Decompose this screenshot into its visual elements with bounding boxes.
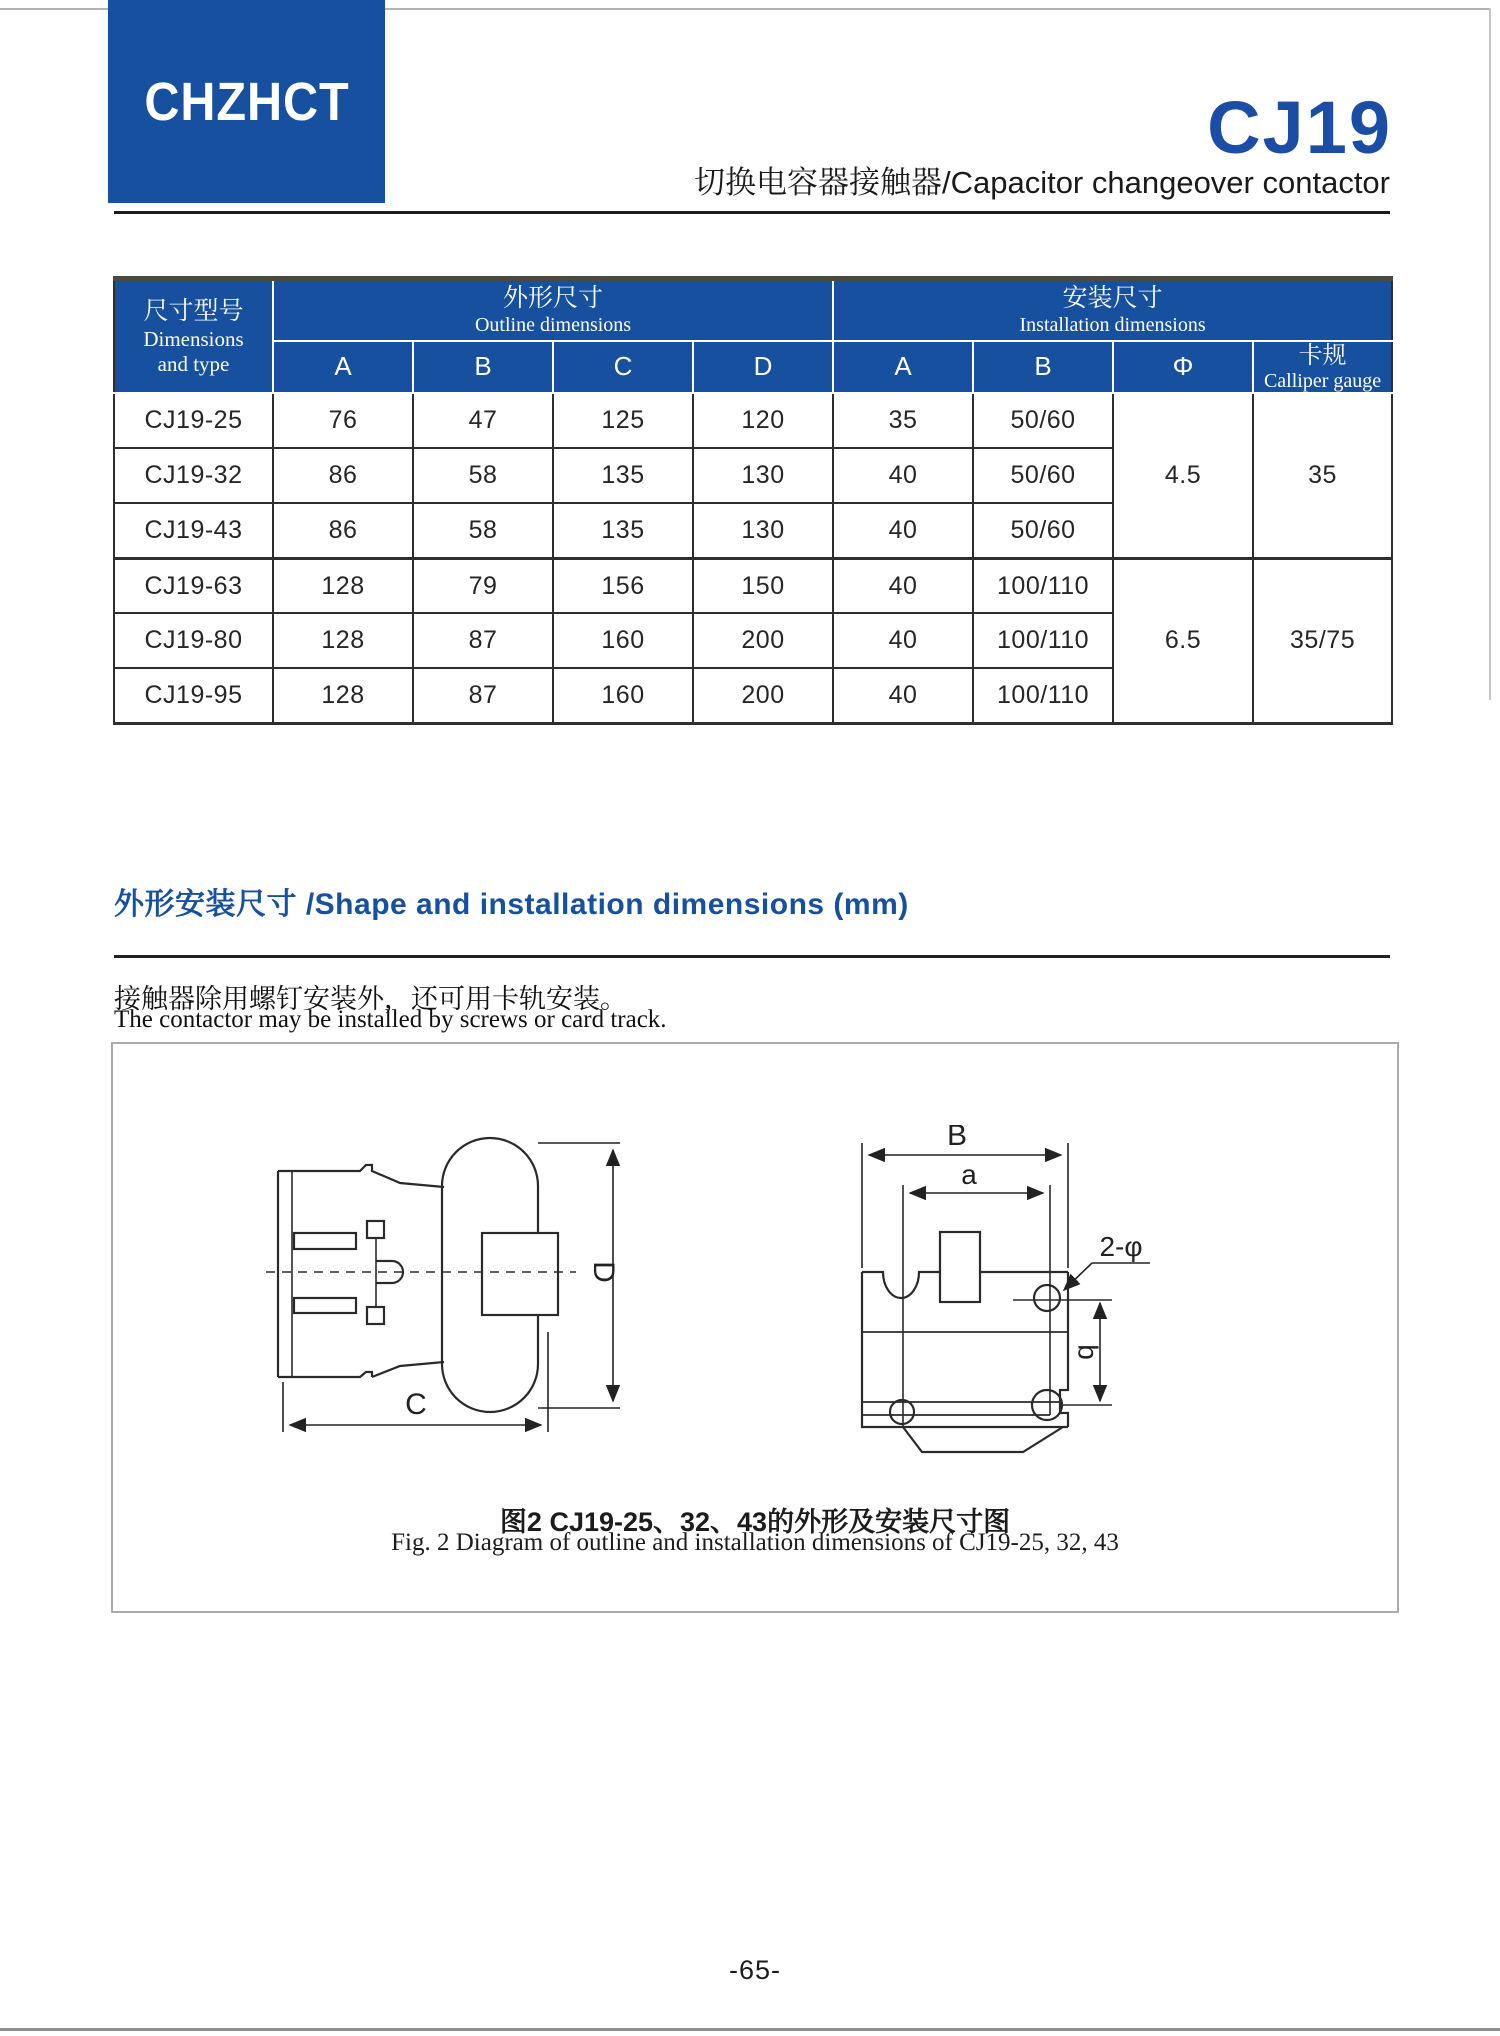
brand-logo-text: CHZHCT <box>143 71 350 132</box>
cell-a: 128 <box>273 668 413 723</box>
cell-model: CJ19-80 <box>114 613 273 668</box>
cell-b: 47 <box>413 393 553 448</box>
header-col-phi: Φ <box>1113 341 1253 394</box>
header-outline-group <box>273 279 833 341</box>
header-outline-zh: 外形尺寸 <box>503 284 604 313</box>
cell-ia: 40 <box>833 448 973 503</box>
cell-model: CJ19-25 <box>114 393 273 448</box>
header-col-calliper <box>1253 341 1392 394</box>
page-number: -65- <box>728 1955 781 1985</box>
cell-phi-merged: 6.5 <box>1113 558 1253 723</box>
header-col-A-outline: A <box>273 341 413 394</box>
figure-installation-drawing <box>840 1125 1160 1470</box>
header-col-D-outline: D <box>693 341 833 394</box>
cell-d: 130 <box>693 503 833 558</box>
cell-c: 160 <box>553 613 693 668</box>
figure-caption-en: Fig. 2 Diagram of outline and installation dimensions of CJ19-25, 32, 43 <box>391 1529 1119 1556</box>
hole-callout-leader <box>1064 1263 1150 1290</box>
mounting-hole-bottom-left <box>890 1400 914 1424</box>
cell-ib: 100/110 <box>973 558 1113 613</box>
foot-trapezoid-shape <box>903 1427 1063 1452</box>
header-col-B-install: B <box>973 341 1113 394</box>
table-row <box>114 393 1392 448</box>
cell-ib: 100/110 <box>973 668 1113 723</box>
product-subtitle: 切换电容器接触器/Capacitor changeover contactor <box>693 165 1390 200</box>
dimensions-table <box>113 276 1393 725</box>
contactor-body-outline <box>278 1138 558 1412</box>
cell-a: 128 <box>273 613 413 668</box>
mounting-hole-top <box>1034 1285 1060 1311</box>
cell-c: 135 <box>553 503 693 558</box>
install-note-zh: 接触器除用螺钉安装外，还可用卡轨安装。 <box>114 984 627 1014</box>
header-model-zh: 尺寸型号 <box>143 296 244 325</box>
cell-d: 130 <box>693 448 833 503</box>
header-install-group <box>833 279 1392 341</box>
dimension-label-C: C <box>405 1388 427 1421</box>
mounting-plate-outline <box>862 1185 1112 1452</box>
dimension-label-b: b <box>1072 1344 1104 1360</box>
cell-b: 58 <box>413 503 553 558</box>
cell-c: 125 <box>553 393 693 448</box>
page-right-scan-line <box>1489 8 1491 700</box>
cell-d: 150 <box>693 558 833 613</box>
rail-clamp-shape <box>940 1232 980 1302</box>
cell-ib: 50/60 <box>973 393 1113 448</box>
cell-b: 58 <box>413 448 553 503</box>
cell-d: 120 <box>693 393 833 448</box>
cell-a: 76 <box>273 393 413 448</box>
header-col-A-install: A <box>833 341 973 394</box>
cell-ia: 40 <box>833 503 973 558</box>
cell-c: 135 <box>553 448 693 503</box>
cell-c: 160 <box>553 668 693 723</box>
figure-caption-zh: 图2 CJ19-25、32、43的外形及安装尺寸图 <box>499 1507 1011 1537</box>
cell-b: 87 <box>413 668 553 723</box>
dimension-label-B: B <box>946 1125 968 1152</box>
header-col-C-outline: C <box>553 341 693 394</box>
cell-model: CJ19-63 <box>114 558 273 613</box>
table-row <box>114 558 1392 613</box>
install-note-en: The contactor may be installed by screws or card track. <box>114 1006 667 1033</box>
cell-d: 200 <box>693 613 833 668</box>
cell-a: 128 <box>273 558 413 613</box>
cell-ib: 100/110 <box>973 613 1113 668</box>
hole-callout-label: 2-φ <box>1099 1231 1143 1262</box>
cell-ia: 40 <box>833 558 973 613</box>
cell-phi-merged: 4.5 <box>1113 393 1253 558</box>
dimensions-table-body <box>114 393 1392 723</box>
header-model-column <box>114 279 273 394</box>
header-divider <box>114 211 1390 214</box>
page-bottom-scan-line <box>0 2028 1500 2031</box>
section-heading: 外形安装尺寸 /Shape and installation dimensions (mm) <box>114 888 909 921</box>
header-calliper-en: Calliper gauge <box>1263 370 1382 393</box>
mount-flange-shape <box>482 1233 558 1315</box>
cell-ia: 40 <box>833 668 973 723</box>
cell-ia: 40 <box>833 613 973 668</box>
dimensions-table-wrap <box>113 276 1393 725</box>
header-install-zh: 安装尺寸 <box>1062 284 1163 313</box>
cell-c: 156 <box>553 558 693 613</box>
cell-a: 86 <box>273 448 413 503</box>
cell-calliper-merged: 35/75 <box>1253 558 1392 723</box>
dimension-label-D: D <box>587 1261 621 1283</box>
cell-calliper-merged: 35 <box>1253 393 1392 558</box>
figure-outline-drawing <box>250 1125 640 1445</box>
header-calliper-zh: 卡规 <box>1298 341 1347 369</box>
product-code-title: CJ19 <box>1207 86 1392 169</box>
header-model-en: Dimensions and type <box>143 327 244 377</box>
header-install-en: Installation dimensions <box>1019 314 1206 337</box>
header-outline-en: Outline dimensions <box>474 314 632 337</box>
cell-d: 200 <box>693 668 833 723</box>
cell-a: 86 <box>273 503 413 558</box>
cell-b: 79 <box>413 558 553 613</box>
brand-logo <box>108 0 385 203</box>
header-col-B-outline: B <box>413 341 553 394</box>
dimension-label-a: a <box>961 1159 977 1190</box>
cell-model: CJ19-43 <box>114 503 273 558</box>
cell-ia: 35 <box>833 393 973 448</box>
cell-ib: 50/60 <box>973 503 1113 558</box>
cell-model: CJ19-95 <box>114 668 273 723</box>
section-divider <box>114 955 1390 958</box>
cell-b: 87 <box>413 613 553 668</box>
cell-model: CJ19-32 <box>114 448 273 503</box>
cell-ib: 50/60 <box>973 448 1113 503</box>
